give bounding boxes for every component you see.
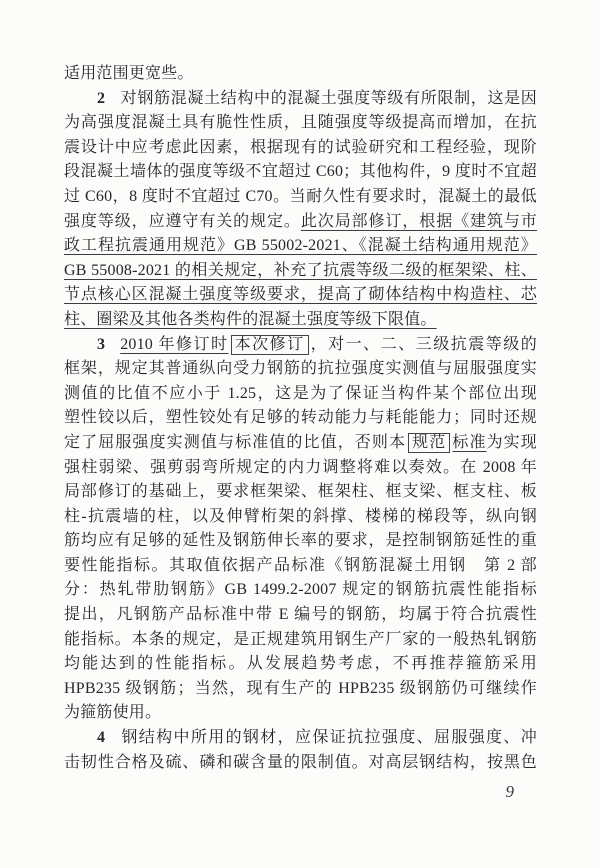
text-line <box>64 111 537 136</box>
revision-boxed-text: 本次修订 <box>231 335 309 355</box>
page-number: 9 <box>505 782 514 801</box>
text-run: 塑性铰以后，塑性铰处有足够的转动能力与耗能能力；同时还规 <box>64 409 537 427</box>
text-run: HPB235 级钢筋；当然，现有生产的 HPB235 级钢筋仍可继续作 <box>64 679 537 697</box>
text-line <box>64 431 537 456</box>
text-run: 提出，凡钢筋产品标准中带 E 编号的钢筋，均属于符合抗震性 <box>64 606 537 624</box>
text-run: 对钢筋混凝土结构中的混凝土强度等级有所限制，这是因 <box>120 89 537 107</box>
text-line <box>64 382 537 407</box>
text-line <box>64 283 537 308</box>
text-line <box>64 160 537 185</box>
text-run: 要性能指标。其取值依据产品标准《钢筋混凝土用钢 第 2 部 <box>64 556 537 574</box>
text-line <box>64 652 537 677</box>
revision-underlined-text: 节点核心区混凝土强度等级要求，提高了砌体结构中构造柱、芯 <box>64 286 537 304</box>
text-line <box>64 726 537 751</box>
text-line <box>64 308 537 333</box>
text-run: 框架，规定其普通纵向受力钢筋的抗拉强度实测值与屈服强度实 <box>64 360 537 378</box>
item-number: 4 <box>97 729 106 747</box>
text-run: 强柱弱梁、强剪弱弯所规定的内力调整将难以奏效。在 2008 年 <box>64 458 537 476</box>
text-line <box>64 357 537 382</box>
text-line <box>64 529 537 554</box>
item-number: 2 <box>97 89 106 107</box>
text-run: 为实现 <box>486 433 537 451</box>
text-run: 过 C60，8 度时不宜超过 C70。当耐久性有要求时，混凝土的最低 <box>64 187 537 205</box>
text-line <box>64 628 537 653</box>
text-line <box>64 751 537 776</box>
text-run: 击韧性合格及硫、磷和碳含量的限制值。对高层钢结构，按黑色 <box>64 753 537 771</box>
revision-underlined-text: 政工程抗震通用规范》GB 55002-2021、《混凝土结构通用规范》 <box>64 237 537 255</box>
revision-underlined-text: 此次局部修订，根据《建筑与市 <box>300 212 537 230</box>
text-line <box>64 456 537 481</box>
revision-underlined-text: 柱、圈梁及其他各类构件的混凝土强度等级下限值。 <box>64 310 437 328</box>
text-line <box>64 185 537 210</box>
text-run: 分：热轧带肋钢筋》GB 1499.2-2007 规定的钢筋抗震性能指标 <box>64 581 537 599</box>
text-run: 震设计中应考虑此因素，根据现有的试验研究和工程经验，现阶 <box>64 138 537 156</box>
text-line <box>64 578 537 603</box>
text-line <box>64 62 537 87</box>
text-line <box>64 87 537 112</box>
text-run: 筋均应有足够的延性及钢筋伸长率的要求，是控制钢筋延性的重 <box>64 532 537 550</box>
text-run: 钢结构中所用的钢材，应保证抗拉强度、屈服强度、冲 <box>120 729 537 747</box>
item-number: 3 <box>97 335 106 353</box>
text-run: 适用范围更宽些。 <box>64 65 194 82</box>
text-line <box>64 333 537 358</box>
text-run: 定了屈服强度实测值与标准值的比值，否则本 <box>64 433 407 451</box>
text-line <box>64 259 537 284</box>
text-line <box>64 210 537 235</box>
revision-underlined-text: 标准 <box>452 433 487 451</box>
revision-boxed-text: 规范 <box>408 433 450 453</box>
text-run: ，对一、二、三级抗震等级的 <box>310 335 537 353</box>
body-text <box>64 62 537 775</box>
text-run: 段混凝土墙体的强度等级不宜超过 C60；其他构件，9 度时不宜超 <box>64 163 537 181</box>
text-line <box>64 603 537 628</box>
text-line <box>64 234 537 259</box>
text-run: 局部修订的基础上，要求框架梁、框架柱、框支梁、框支柱、板 <box>64 483 537 501</box>
text-line <box>64 554 537 579</box>
revision-underlined-text: GB 55008-2021 的相关规定，补充了抗震等级二级的框架梁、柱、 <box>64 261 537 279</box>
text-run: 为箍筋使用。 <box>64 704 162 722</box>
text-line <box>64 505 537 530</box>
text-line <box>64 406 537 431</box>
text-run: 均能达到的性能指标。从发展趋势考虑，不再推荐箍筋采用 <box>64 655 537 673</box>
text-line <box>64 677 537 702</box>
text-run: 为高强度混凝土具有脆性性质，且随强度等级提高而增加，在抗 <box>64 114 537 132</box>
text-run: 测值的比值不应小于 1.25，这是为了保证当构件某个部位出现 <box>64 384 537 402</box>
text-run: 柱-抗震墙的柱，以及伸臂桁架的斜撑、楼梯的梯段等，纵向钢 <box>64 507 537 525</box>
text-line <box>64 480 537 505</box>
revision-underlined-text: 2010 年修订时 <box>120 335 229 353</box>
text-run: 强度等级，应遵守有关的规定。 <box>64 212 301 230</box>
text-run: 能指标。本条的规定，是正规建筑用钢生产厂家的一般热轧钢筋 <box>64 630 537 648</box>
text-line <box>64 136 537 161</box>
text-line <box>64 701 537 726</box>
